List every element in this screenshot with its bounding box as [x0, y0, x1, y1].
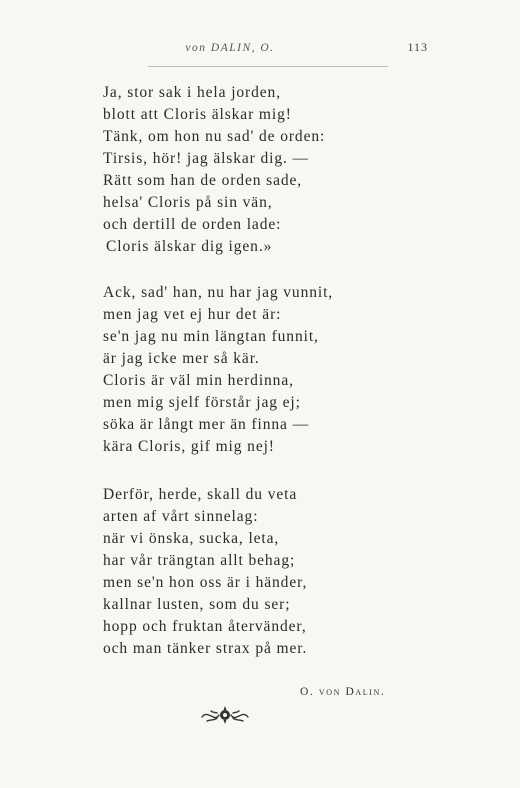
running-head: von DALIN, O.	[185, 42, 275, 54]
poem-line: och man tänker strax på mer.	[103, 640, 308, 657]
poem-line: Tänk, om hon nu sad' de orden:	[103, 128, 326, 145]
poem-line: kallnar lusten, som du ser;	[103, 596, 291, 613]
poem-line: arten af vårt sinnelag:	[103, 508, 259, 525]
poem-line: Tirsis, hör! jag älskar dig. —	[103, 150, 309, 167]
header-rule	[148, 66, 388, 67]
floral-ornament-icon	[199, 703, 251, 727]
poem-line: blott att Cloris älskar mig!	[103, 106, 292, 123]
poem-line: men mig sjelf förstår jag ej;	[103, 394, 301, 411]
poem-line: hopp och fruktan återvänder,	[103, 618, 307, 635]
stanza-3	[103, 484, 443, 660]
poem-line: kära Cloris, gif mig nej!	[103, 438, 275, 455]
page-number: 113	[407, 40, 428, 54]
page-header	[0, 40, 520, 64]
poem	[103, 82, 443, 684]
stanza-1	[103, 82, 443, 258]
poem-line: har vår trängtan allt behag;	[103, 552, 296, 569]
poem-line: Ack, sad' han, nu har jag vunnit,	[103, 284, 334, 301]
poem-line: Cloris älskar dig igen.»	[106, 238, 273, 255]
poem-line: är jag icke mer så kär.	[103, 350, 260, 367]
poem-line: när vi önska, sucka, leta,	[103, 530, 280, 547]
poem-line: Ja, stor sak i hela jorden,	[103, 84, 281, 101]
poem-line: och dertill de orden lade:	[103, 216, 282, 233]
poem-line: Cloris är väl min herdinna,	[103, 372, 294, 389]
stanza-2	[103, 282, 443, 458]
poem-line: söka är långt mer än finna —	[103, 416, 309, 433]
poem-line: se'n jag nu min längtan funnit,	[103, 328, 319, 345]
poem-line: helsa' Cloris på sin vän,	[103, 194, 273, 211]
poem-line: men se'n hon oss är i händer,	[103, 574, 308, 591]
author-signature: O. von Dalin.	[300, 686, 386, 698]
poem-line: Rätt som han de orden sade,	[103, 172, 303, 189]
poem-line: men jag vet ej hur det är:	[103, 306, 282, 323]
poem-line: Derför, herde, skall du veta	[103, 486, 298, 503]
